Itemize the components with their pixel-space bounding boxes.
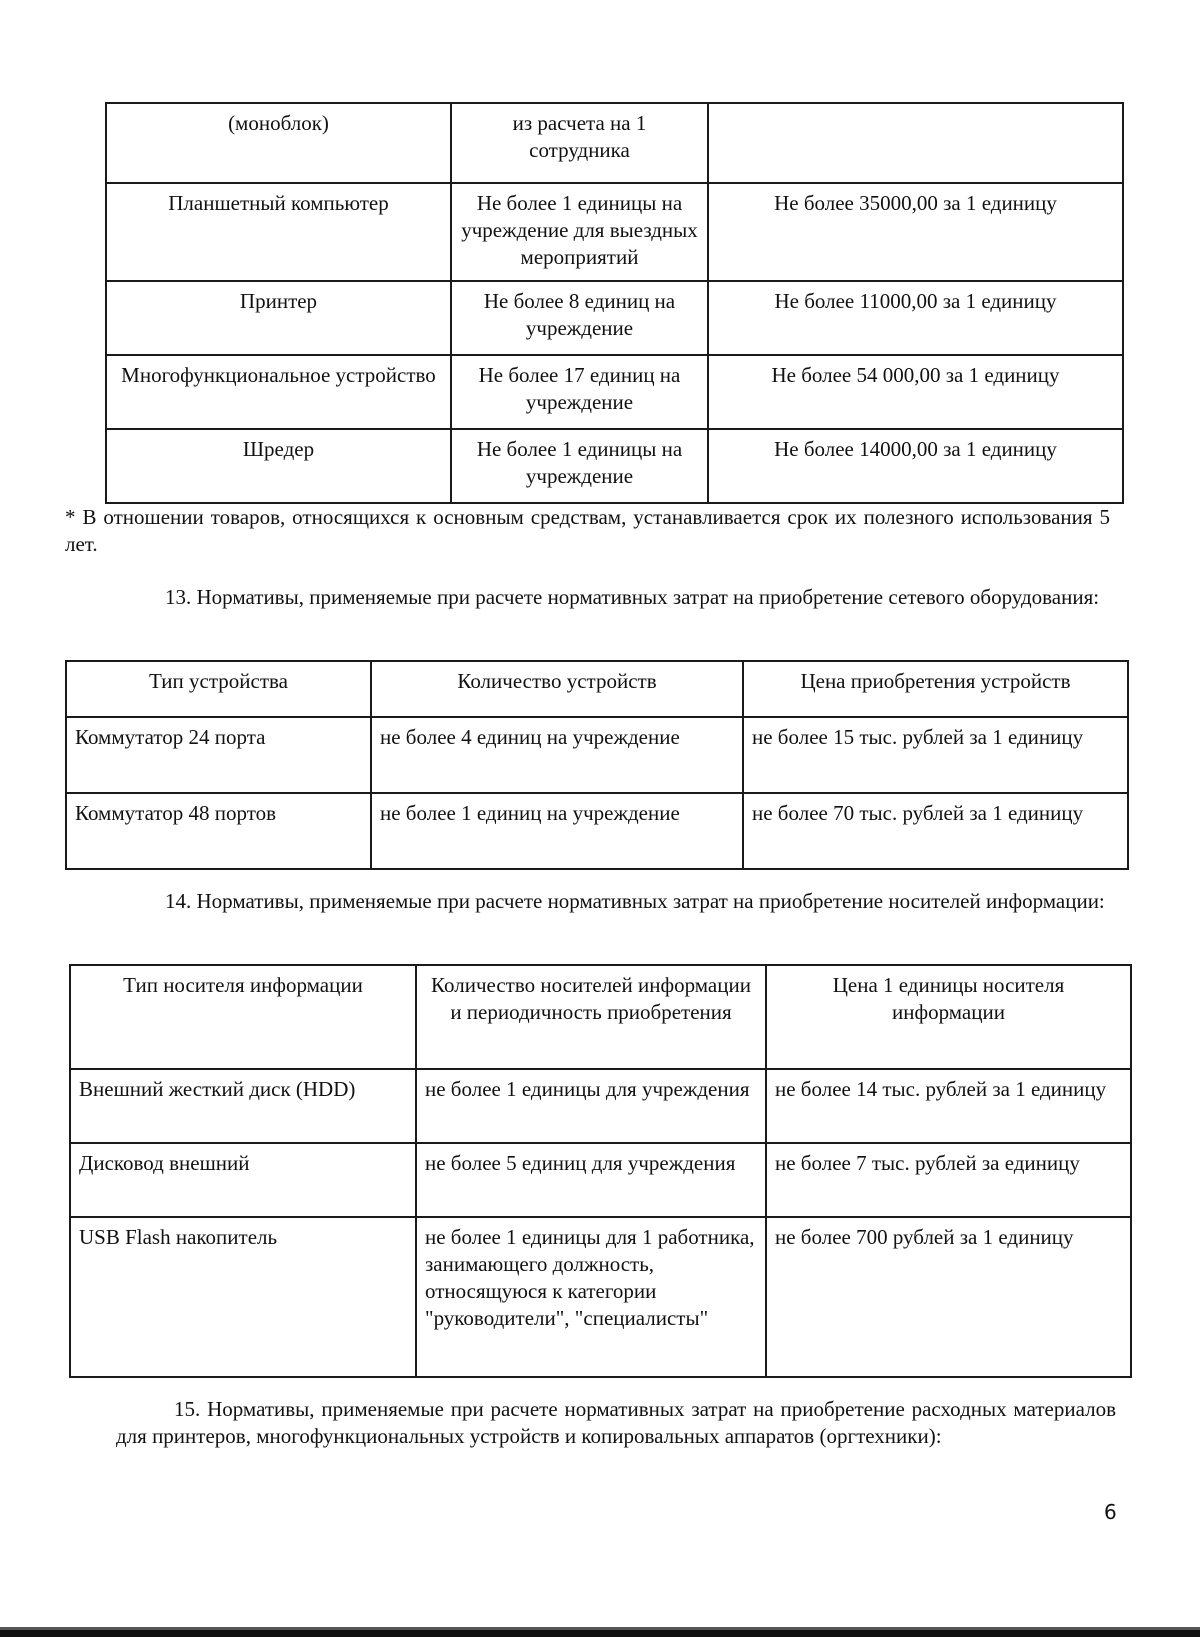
table-cell: Планшетный компьютер bbox=[106, 183, 451, 281]
table-cell: не более 7 тыс. рублей за единицу bbox=[766, 1143, 1131, 1217]
table-cell: не более 700 рублей за 1 единицу bbox=[766, 1217, 1131, 1377]
table-cell: не более 4 единиц на учреждение bbox=[371, 717, 743, 793]
table-cell: Не более 14000,00 за 1 единицу bbox=[708, 429, 1123, 503]
section-15-heading: 15. Нормативы, применяемые при расчете нормативных затрат на приобретение расходных материалов для принтеров, многофункциональных устройств и копировальных аппаратов (оргтехники): bbox=[116, 1397, 1116, 1448]
equipment-norms-table bbox=[105, 102, 1124, 504]
table-cell: Не более 1 единицы на учреждение для выездных мероприятий bbox=[451, 183, 708, 281]
footnote: * В отношении товаров, относящихся к основным средствам, устанавливается срок их полезного использования 5 лет. bbox=[65, 505, 1110, 556]
table-row bbox=[66, 717, 1128, 793]
table-row bbox=[70, 1143, 1131, 1217]
table-cell: из расчета на 1 сотрудника bbox=[451, 103, 708, 183]
table-cell: Не более 8 единиц на учреждение bbox=[451, 281, 708, 355]
table-row bbox=[106, 281, 1123, 355]
table-cell bbox=[708, 103, 1123, 183]
table-cell: Многофункциональное устройство bbox=[106, 355, 451, 429]
column-header: Тип носителя информации bbox=[70, 965, 416, 1069]
scan-edge bbox=[0, 1630, 1200, 1637]
table-cell: Не более 11000,00 за 1 единицу bbox=[708, 281, 1123, 355]
table-row bbox=[70, 1217, 1131, 1377]
table-row bbox=[66, 793, 1128, 869]
table-cell: Коммутатор 24 порта bbox=[66, 717, 371, 793]
table-row bbox=[70, 1069, 1131, 1143]
column-header: Тип устройства bbox=[66, 661, 371, 717]
column-header: Количество устройств bbox=[371, 661, 743, 717]
table-row bbox=[106, 429, 1123, 503]
table-cell: не более 1 единицы для учреждения bbox=[416, 1069, 766, 1143]
network-equipment-table bbox=[65, 660, 1129, 870]
table-cell: Дисковод внешний bbox=[70, 1143, 416, 1217]
table-cell: не более 1 единиц на учреждение bbox=[371, 793, 743, 869]
table-cell: Принтер bbox=[106, 281, 451, 355]
table-cell: Шредер bbox=[106, 429, 451, 503]
table-row bbox=[106, 103, 1123, 183]
table-header-row bbox=[70, 965, 1131, 1069]
column-header: Количество носителей информации и периодичность приобретения bbox=[416, 965, 766, 1069]
table-cell: не более 70 тыс. рублей за 1 единицу bbox=[743, 793, 1128, 869]
table-cell: не более 1 единицы для 1 работника, занимающего должность, относящуюся к категории "руководители", "специалисты" bbox=[416, 1217, 766, 1377]
table-cell: Не более 17 единиц на учреждение bbox=[451, 355, 708, 429]
table-header-row bbox=[66, 661, 1128, 717]
table-row bbox=[106, 355, 1123, 429]
table-cell: Коммутатор 48 портов bbox=[66, 793, 371, 869]
table-cell: USB Flash накопитель bbox=[70, 1217, 416, 1377]
column-header: Цена приобретения устройств bbox=[743, 661, 1128, 717]
section-14-heading: 14. Нормативы, применяемые при расчете нормативных затрат на приобретение носителей информации: bbox=[165, 889, 1105, 913]
column-header: Цена 1 единицы носителя информации bbox=[766, 965, 1131, 1069]
table-cell: Не более 54 000,00 за 1 единицу bbox=[708, 355, 1123, 429]
table-cell: Внешний жесткий диск (HDD) bbox=[70, 1069, 416, 1143]
storage-media-table bbox=[69, 964, 1132, 1378]
table-cell: Не более 35000,00 за 1 единицу bbox=[708, 183, 1123, 281]
table-cell: не более 5 единиц для учреждения bbox=[416, 1143, 766, 1217]
section-13-heading: 13. Нормативы, применяемые при расчете нормативных затрат на приобретение сетевого оборудования: bbox=[165, 585, 1100, 609]
page-number: 6 bbox=[1104, 1500, 1117, 1524]
table-row bbox=[106, 183, 1123, 281]
table-cell: не более 15 тыс. рублей за 1 единицу bbox=[743, 717, 1128, 793]
table-cell: (моноблок) bbox=[106, 103, 451, 183]
table-cell: не более 14 тыс. рублей за 1 единицу bbox=[766, 1069, 1131, 1143]
table-cell: Не более 1 единицы на учреждение bbox=[451, 429, 708, 503]
